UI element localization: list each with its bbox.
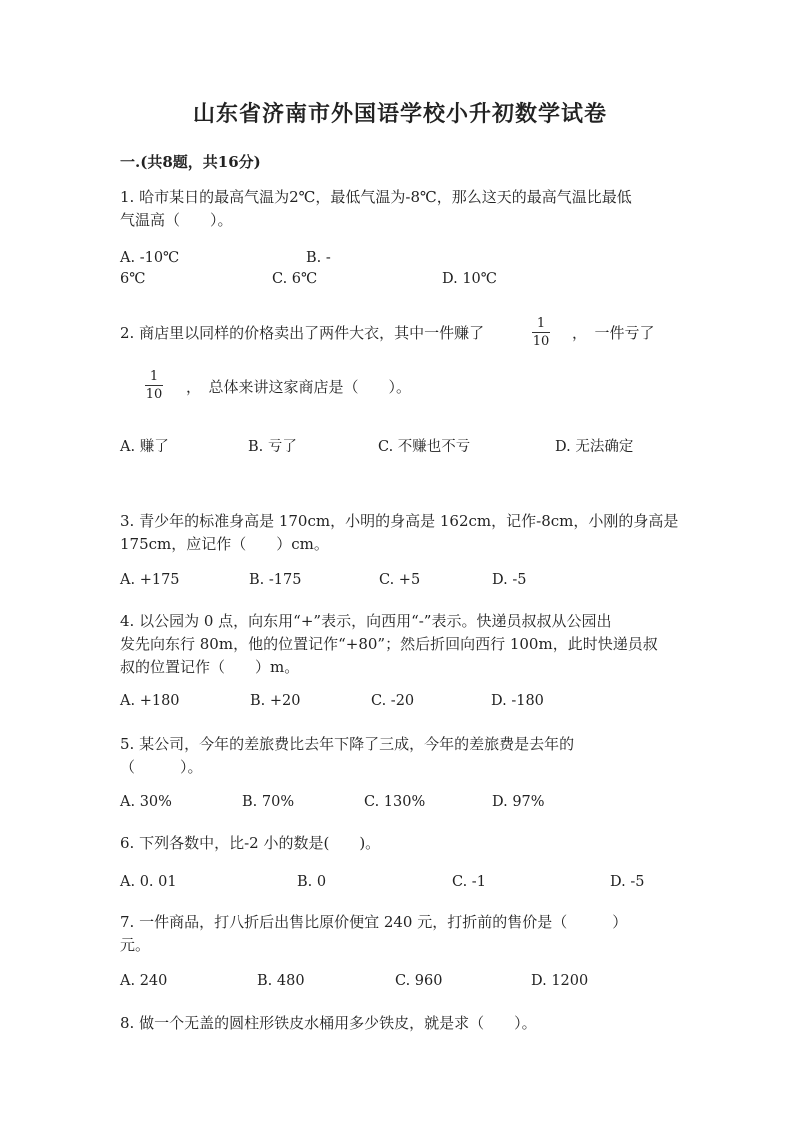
- question-5-option-b[interactable]: B. 70%: [242, 794, 295, 810]
- question-1-option-c[interactable]: C. 6℃: [272, 271, 318, 287]
- question-4-line-3: 叔的位置记作（ ）m。: [120, 658, 300, 676]
- question-7-line-1: 7. 一件商品，打八折后出售比原价便宜 240 元，打折前的售价是（ ）: [120, 913, 628, 931]
- question-5-option-c[interactable]: C. 130%: [364, 794, 426, 810]
- fraction-numerator: 1: [536, 316, 546, 331]
- question-1-text: [120, 186, 680, 232]
- question-4-option-b[interactable]: B. +20: [250, 693, 301, 709]
- question-1-option-a[interactable]: A. -10℃: [120, 250, 180, 266]
- question-4-option-c[interactable]: C. -20: [371, 693, 415, 709]
- fraction-denominator: 10: [145, 387, 163, 402]
- section-heading: 一.(共8题，共16分): [120, 153, 261, 171]
- fraction-one-tenth: [530, 316, 552, 349]
- question-7-option-b[interactable]: B. 480: [257, 973, 305, 989]
- question-1-option-b-continued: 6℃: [120, 271, 146, 287]
- question-8-text: [120, 1012, 680, 1035]
- question-3-option-c[interactable]: C. +5: [379, 572, 421, 588]
- question-7-option-c[interactable]: C. 960: [395, 973, 443, 989]
- question-6-option-a[interactable]: A. 0. 01: [120, 874, 177, 890]
- question-1-line-1: 1. 哈市某日的最高气温为2℃，最低气温为-8℃，那么这天的最高气温比最低: [120, 188, 632, 206]
- question-7-text: [120, 911, 680, 957]
- question-4-line-1: 4. 以公园为 0 点，向东用“+”表示，向西用“-”表示。快递员叔叔从公园出: [120, 612, 612, 630]
- question-2-option-c[interactable]: C. 不赚也不亏: [378, 439, 471, 455]
- question-2-option-d[interactable]: D. 无法确定: [555, 439, 634, 455]
- question-6-option-d[interactable]: D. -5: [610, 874, 645, 890]
- question-3-line-2: 175cm，应记作（ ）cm。: [120, 535, 329, 553]
- fraction-bar: [532, 332, 550, 333]
- question-7-line-2: 元。: [120, 936, 151, 954]
- fraction-one-tenth: [143, 369, 165, 402]
- question-3-text: [120, 510, 680, 556]
- page-title: 山东省济南市外国语学校小升初数学试卷: [192, 101, 607, 127]
- question-5-line-2: （ ）。: [120, 758, 203, 776]
- question-4-line-2: 发先向东行 80m，他的位置记作“+80”；然后折回向西行 100m，此时快递员叔: [120, 635, 658, 653]
- question-5-text: [120, 733, 680, 779]
- question-5-option-a[interactable]: A. 30%: [120, 794, 172, 810]
- question-6-option-b[interactable]: B. 0: [297, 874, 327, 890]
- question-7-option-a[interactable]: A. 240: [120, 973, 168, 989]
- fraction-numerator: 1: [149, 369, 159, 384]
- question-6-text: [120, 832, 680, 855]
- question-1-option-d[interactable]: D. 10℃: [442, 271, 497, 287]
- question-7-option-d[interactable]: D. 1200: [531, 973, 589, 989]
- question-5-option-d[interactable]: D. 97%: [492, 794, 545, 810]
- question-2-option-b[interactable]: B. 亏了: [248, 439, 297, 455]
- question-3-line-1: 3. 青少年的标准身高是 170cm，小明的身高是 162cm，记作-8cm，小刚的身高是: [120, 512, 679, 530]
- question-2-option-a[interactable]: A. 赚了: [120, 439, 169, 455]
- question-6-option-c[interactable]: C. -1: [452, 874, 486, 890]
- question-1-line-2: 气温高（ ）。: [120, 211, 233, 229]
- question-3-option-d[interactable]: D. -5: [492, 572, 527, 588]
- question-2-text-part-1: 2. 商店里以同样的价格卖出了两件大衣，其中一件赚了: [120, 324, 485, 342]
- fraction-denominator: 10: [532, 334, 550, 349]
- question-3-option-b[interactable]: B. -175: [249, 572, 302, 588]
- question-4-option-a[interactable]: A. +180: [120, 693, 180, 709]
- fraction-bar: [145, 385, 163, 386]
- question-2-text-part-2: ， 一件亏了: [572, 324, 655, 342]
- question-6-line-1: 6. 下列各数中，比-2 小的数是( )。: [120, 834, 381, 852]
- question-4-text: [120, 610, 680, 679]
- question-5-line-1: 5. 某公司，今年的差旅费比去年下降了三成，今年的差旅费是去年的: [120, 735, 575, 753]
- question-2-text-part-3: ， 总体来讲这家商店是（ ）。: [186, 378, 412, 396]
- question-8-line-1: 8. 做一个无盖的圆柱形铁皮水桶用多少铁皮，就是求（ ）。: [120, 1014, 537, 1032]
- question-1-option-b[interactable]: B. -: [306, 250, 331, 266]
- question-4-option-d[interactable]: D. -180: [491, 693, 544, 709]
- question-3-option-a[interactable]: A. +175: [120, 572, 180, 588]
